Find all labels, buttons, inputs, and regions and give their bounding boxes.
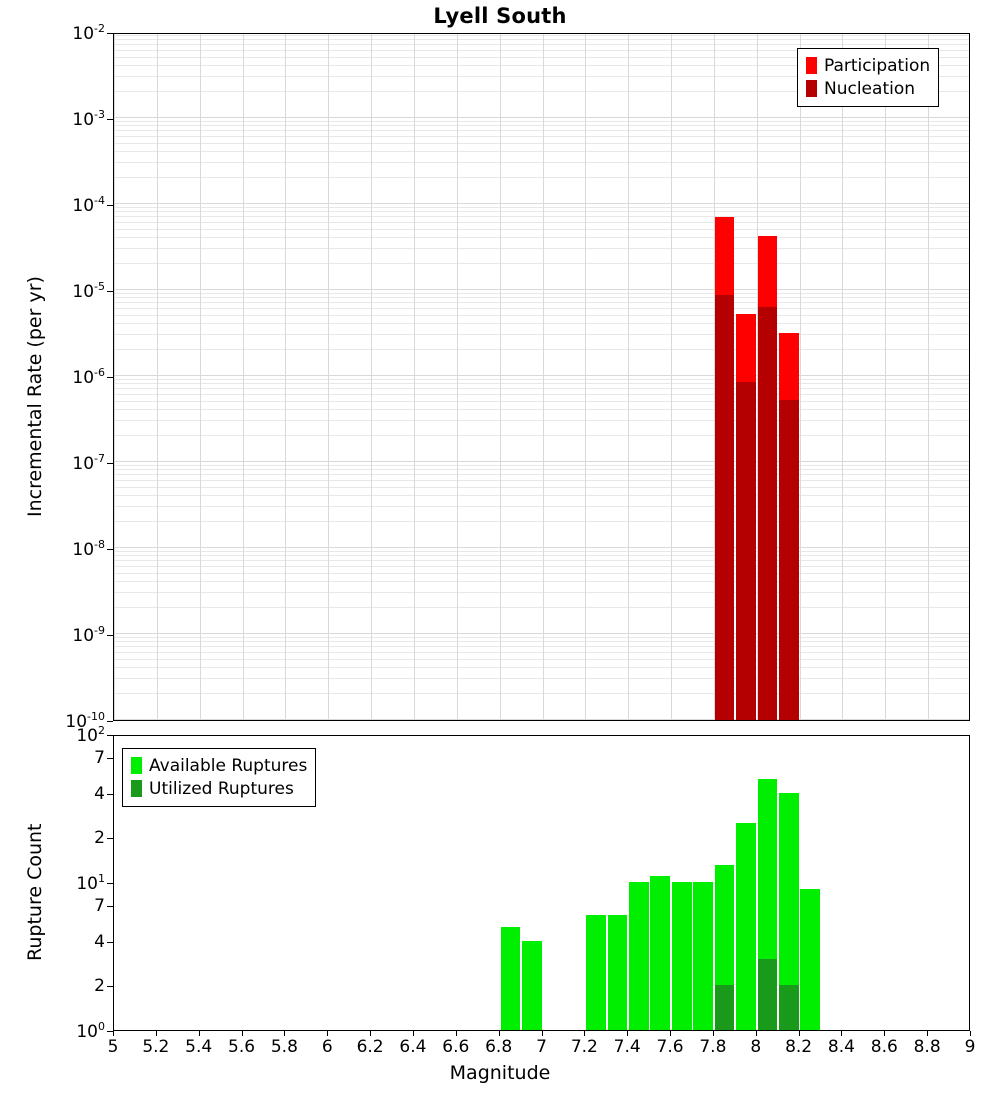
y-tick-mark — [107, 291, 113, 292]
available-rupture-bar — [522, 941, 542, 1030]
x-tick-mark — [113, 1031, 114, 1036]
x-tick-label: 7.4 — [613, 1037, 641, 1057]
y-tick-label: $10^{-4}$ — [72, 194, 105, 216]
utilized-rupture-bar — [758, 959, 778, 1030]
x-tick-mark — [242, 1031, 243, 1036]
x-tick-mark — [199, 1031, 200, 1036]
y-tick-label: 2 — [94, 828, 105, 849]
x-tick-mark — [413, 1031, 414, 1036]
page-title: Lyell South — [433, 4, 567, 28]
legend-label: Nucleation — [824, 78, 916, 99]
x-tick-mark — [884, 1031, 885, 1036]
y-tick-mark — [107, 906, 113, 907]
y-tick-label: $10^0$ — [76, 1020, 105, 1042]
x-tick-label: 8 — [750, 1037, 762, 1057]
y-tick-mark — [107, 838, 113, 839]
y-tick-label: 7 — [94, 747, 105, 768]
nucleation-bar — [736, 382, 756, 720]
x-tick-label: 7.8 — [699, 1037, 727, 1057]
x-tick-mark — [456, 1031, 457, 1036]
legend-label: Utilized Ruptures — [149, 778, 294, 799]
x-tick-label: 5 — [107, 1037, 119, 1057]
x-tick-label: 8.2 — [785, 1037, 813, 1057]
x-tick-mark — [370, 1031, 371, 1036]
x-tick-mark — [927, 1031, 928, 1036]
available-rupture-bar — [693, 882, 713, 1030]
y-tick-mark — [107, 549, 113, 550]
legend-label: Available Ruptures — [149, 755, 308, 776]
y-tick-label: 4 — [94, 931, 105, 952]
x-tick-mark — [327, 1031, 328, 1036]
y-tick-label: $10^{-8}$ — [72, 538, 105, 560]
y-tick-label: $10^{-3}$ — [72, 108, 105, 130]
y-tick-label: $10^{-10}$ — [65, 710, 105, 732]
y-tick-mark — [107, 721, 113, 722]
x-tick-label: 6 — [321, 1037, 333, 1057]
legend-item[interactable] — [806, 54, 930, 77]
nucleation-bar — [758, 307, 778, 720]
y-tick-mark — [107, 942, 113, 943]
y-tick-label: $10^{-7}$ — [72, 452, 105, 474]
y-tick-label: 7 — [94, 895, 105, 916]
y-tick-mark — [107, 986, 113, 987]
utilized-rupture-bar — [715, 985, 735, 1030]
y-tick-mark — [107, 883, 113, 884]
available-rupture-bar — [608, 915, 628, 1030]
available-ruptures-swatch — [131, 757, 142, 774]
x-tick-label: 6.6 — [442, 1037, 470, 1057]
participation-swatch — [806, 57, 817, 74]
y-tick-mark — [107, 794, 113, 795]
x-tick-mark — [284, 1031, 285, 1036]
y-tick-label: $10^{-9}$ — [72, 624, 105, 646]
y-tick-mark — [107, 205, 113, 206]
y-tick-mark — [107, 377, 113, 378]
available-rupture-bar — [586, 915, 606, 1030]
x-tick-mark — [756, 1031, 757, 1036]
nucleation-swatch — [806, 80, 817, 97]
legend-item[interactable] — [806, 77, 930, 100]
x-tick-label: 8.8 — [913, 1037, 941, 1057]
utilized-ruptures-swatch — [131, 780, 142, 797]
y-tick-label: $10^{-6}$ — [72, 366, 105, 388]
available-rupture-bar — [629, 882, 649, 1030]
y-tick-mark — [107, 635, 113, 636]
x-tick-mark — [799, 1031, 800, 1036]
legend-label: Participation — [824, 55, 931, 76]
y-tick-mark — [107, 463, 113, 464]
incremental-rate-plot — [113, 33, 970, 721]
available-rupture-bar — [501, 927, 521, 1030]
x-tick-label: 6.8 — [485, 1037, 513, 1057]
x-tick-label: 5.8 — [270, 1037, 298, 1057]
x-tick-label: 8.4 — [827, 1037, 855, 1057]
x-axis-title: Magnitude — [449, 1062, 551, 1084]
y-tick-label: $10^1$ — [76, 872, 105, 894]
y-tick-label: $10^2$ — [76, 724, 105, 746]
legend-item[interactable] — [131, 777, 307, 800]
x-tick-label: 7.6 — [656, 1037, 684, 1057]
y-tick-label: $10^{-5}$ — [72, 280, 105, 302]
x-tick-label: 5.2 — [142, 1037, 170, 1057]
y-tick-label: 2 — [94, 976, 105, 997]
x-tick-label: 8.6 — [870, 1037, 898, 1057]
x-tick-mark — [670, 1031, 671, 1036]
legend-bottom — [122, 748, 316, 807]
y-tick-mark — [107, 758, 113, 759]
x-tick-mark — [970, 1031, 971, 1036]
utilized-rupture-bar — [779, 985, 799, 1030]
x-tick-mark — [584, 1031, 585, 1036]
y-axis-title-bottom: Rupture Count — [24, 823, 46, 961]
available-rupture-bar — [672, 882, 692, 1030]
x-tick-mark — [713, 1031, 714, 1036]
x-tick-mark — [627, 1031, 628, 1036]
available-rupture-bar — [650, 876, 670, 1030]
y-tick-mark — [107, 735, 113, 736]
nucleation-bar — [715, 295, 735, 720]
x-tick-label: 6.2 — [356, 1037, 384, 1057]
legend-top — [797, 48, 939, 107]
x-tick-label: 6.4 — [399, 1037, 427, 1057]
x-tick-label: 5.4 — [185, 1037, 213, 1057]
x-tick-mark — [156, 1031, 157, 1036]
x-tick-mark — [499, 1031, 500, 1036]
x-tick-label: 7.2 — [570, 1037, 598, 1057]
x-tick-label: 7 — [536, 1037, 547, 1057]
x-tick-mark — [542, 1031, 543, 1036]
y-tick-label: $10^{-2}$ — [72, 22, 105, 44]
y-tick-mark — [107, 119, 113, 120]
y-axis-title-top: Incremental Rate (per yr) — [24, 276, 46, 517]
x-tick-label: 9 — [964, 1037, 976, 1057]
available-rupture-bar — [736, 823, 756, 1030]
x-tick-label: 5.6 — [228, 1037, 256, 1057]
available-rupture-bar — [800, 889, 820, 1030]
legend-item[interactable] — [131, 754, 307, 777]
y-tick-label: 4 — [94, 783, 105, 804]
nucleation-bar — [779, 400, 799, 720]
x-tick-mark — [841, 1031, 842, 1036]
y-tick-mark — [107, 33, 113, 34]
